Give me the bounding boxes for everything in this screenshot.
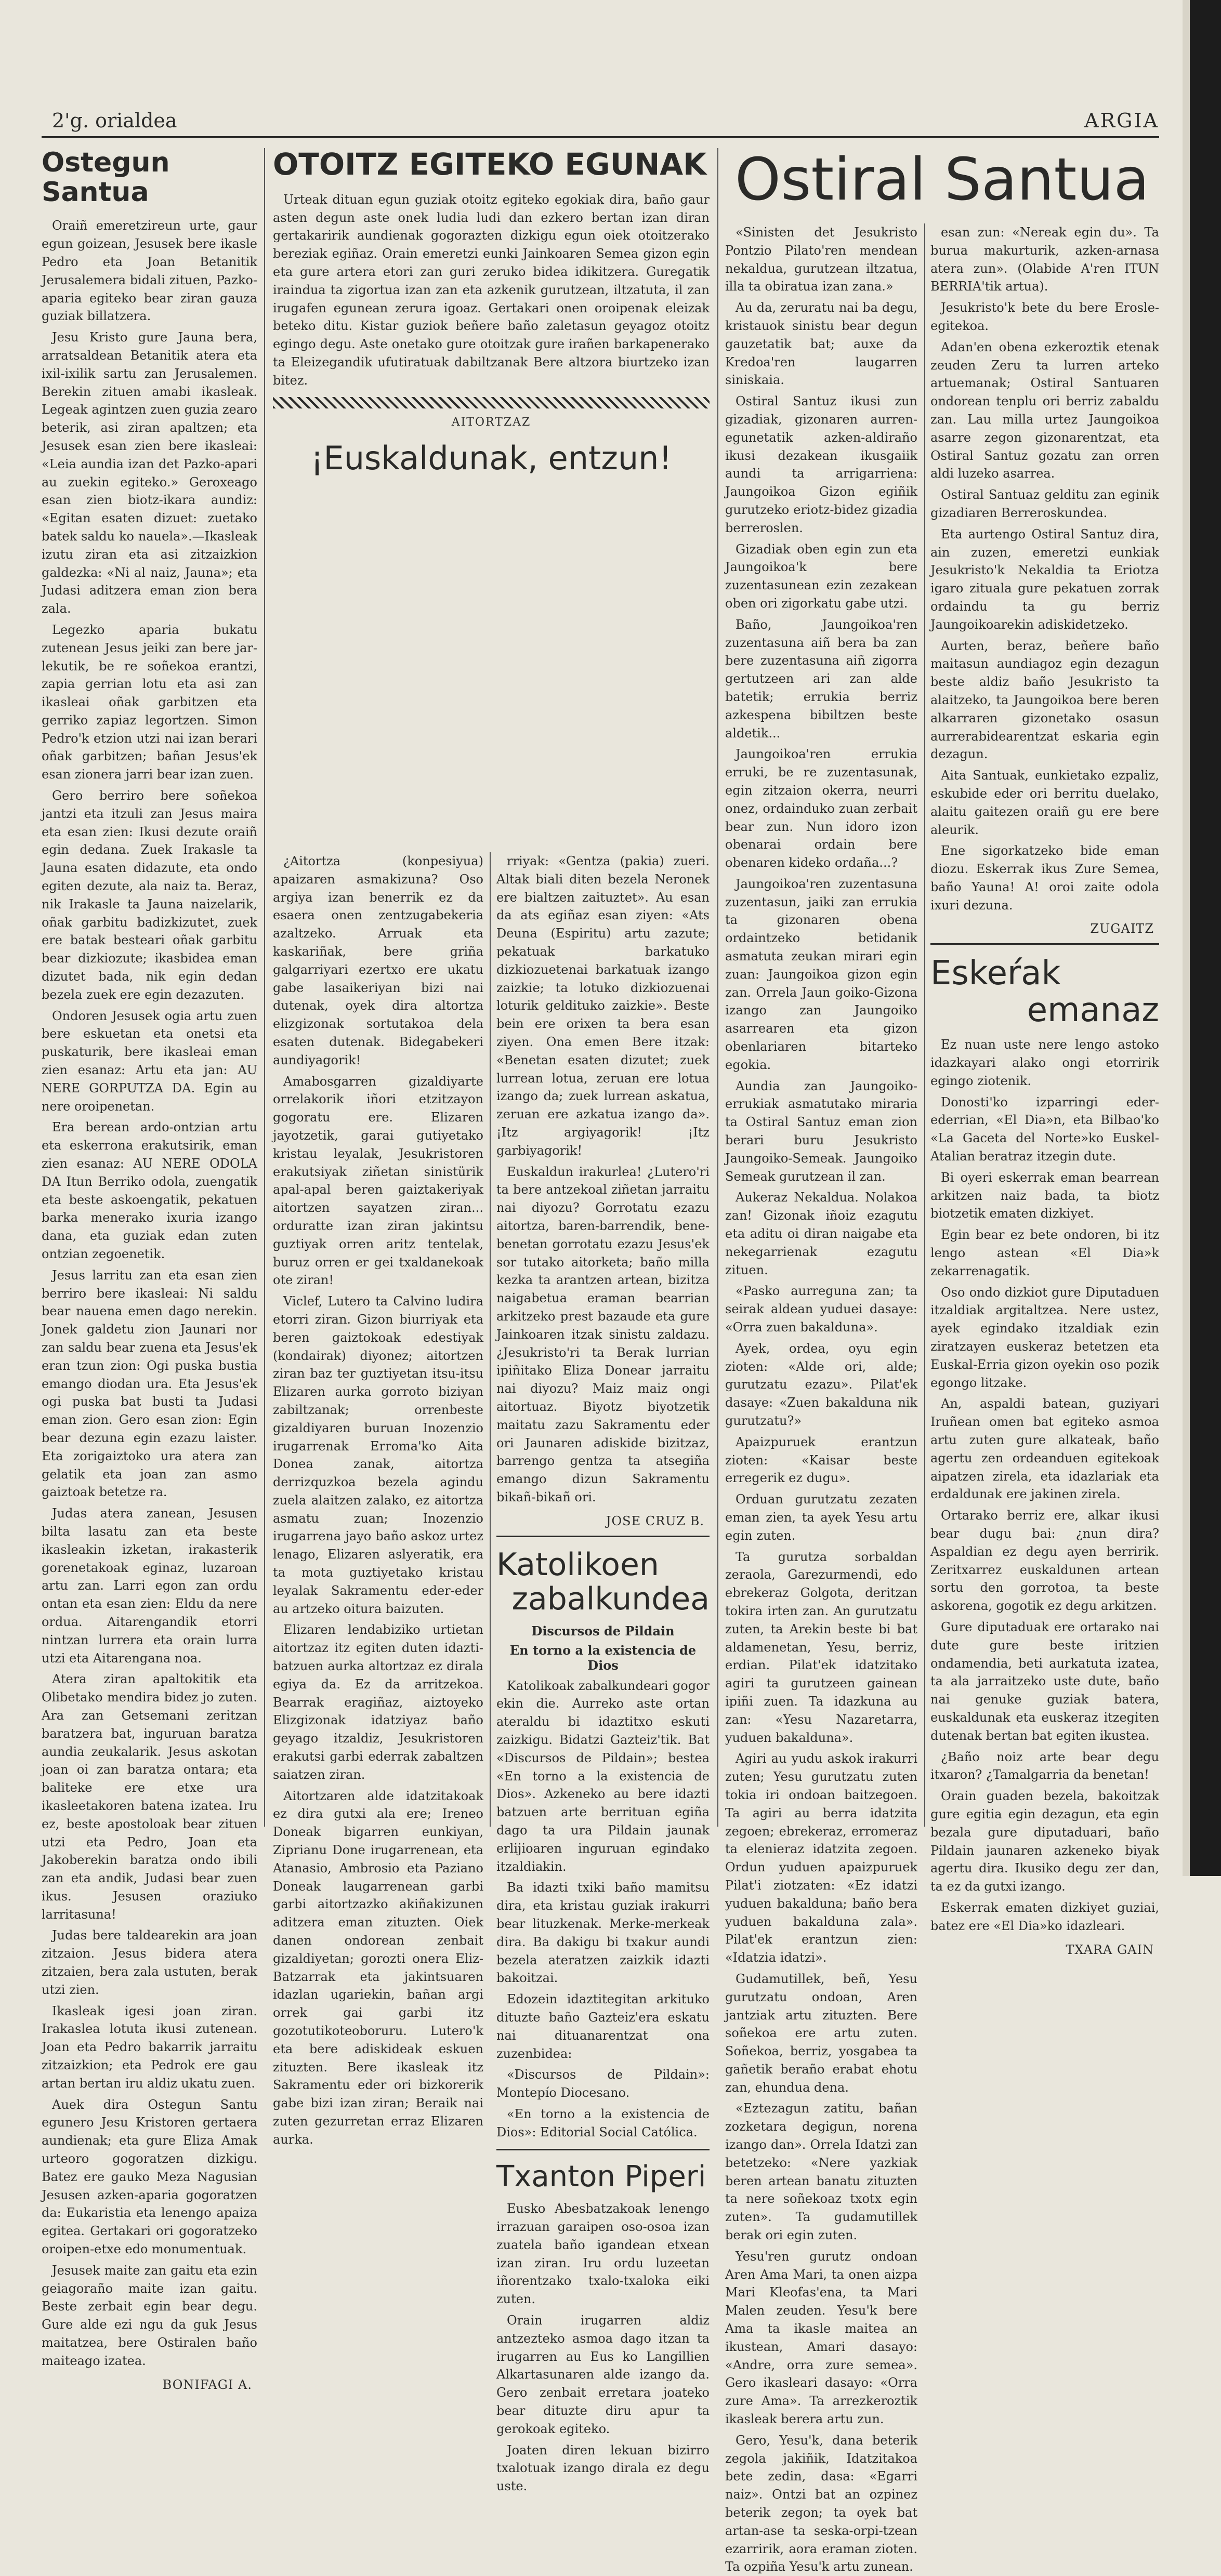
section-label: AITORTZAZ: [451, 415, 531, 429]
article-body: [930, 223, 1159, 914]
article-ostiral-santua-continued: [930, 223, 1159, 1957]
paragraph: Baño, Jaungoikoa'ren zuzentasuna aiñ bera ba zan bere zuzentasuna aiñ zigorra gertutzeen ari zan alde batetik; errukia berriz azkespena bibiltzen beste aldetik...: [725, 617, 917, 741]
article-body: [930, 1036, 1159, 1935]
paragraph: Ez nuan uste nere lengo astoko idazkayari alako ongi etorririk egingo ziotenik.: [930, 1037, 1159, 1088]
article-body: [42, 217, 257, 2370]
paragraph: Gudamutillek, beñ, Yesu gurutzatu ondoan, Aren jantziak artu zituzten. Bere soñekoa ere artu zuten. Soñekoa, berriz, yosgabea ta gañetik beraño erabat ehotu zan, ehundua dena.: [725, 1971, 917, 2095]
article-body: [496, 2200, 710, 2495]
article-body: [725, 223, 917, 2576]
article-signature: BONIFAGI A.: [162, 2377, 252, 2392]
article-ostegun-santua: [42, 147, 257, 2392]
article-title: OTOITZ EGITEKO EGUNAK: [273, 147, 707, 182]
paragraph: Judas bere taldearekin ara joan zitzaion. Jesus bidera atera zitzaien, bera zala ustuten, berak utzi zien.: [42, 1928, 257, 1997]
paragraph: «Pasko aurreguna zan; ta seirak aldean yuduei dasaye: «Orra zuen bakalduna».: [725, 1284, 917, 1335]
paragraph: Ene sigorkatzeko bide eman diozu. Eskerrak ikus Zure Semea, baño Yauna! A! oroi zaite odola ixuri dezuna.: [930, 843, 1159, 913]
article-signature: JOSE CRUZ B.: [606, 1513, 704, 1528]
paragraph: Era berean ardo-ontzian artu eta eskerrona erakutsirik, eman zien esanaz: AU NERE ODOLA DA Itun Berriko odola, zuengatik eta beste askoengatik, pekatuen barka menerako ixuria izango dana, eta guziak edan zuten ontzian zegoenetik.: [42, 1120, 257, 1261]
paragraph: Aitortzaren alde idatzitakoak ez dira gutxi ala ere; Ireneo Doneak bigarren eunkiyan, Ziprianu Done irugarrenean, eta Atanasio, Ambrosio eta Paziano Doneak laugarrenean garbi garbi aitortzazko akiñakizunen aditzera eman zituzten. Oiek danen ondorean zenbait gizaldiyetan; gorozti onera Eliz-Batzarrak eta jakintsuaren idazlan ugariekin, bañan argi orrek gai garbi itz gozotutikoteoboruru. Lutero'k eta bere adiskideak eskuen zituzten. Bere ikasleak itz Sakramentu eder ori bizkorerik gabe bizi izan ziran; Beraik nai zuten gezurretan erraz Elizaren aurka.: [273, 1788, 483, 2147]
paragraph: Au da, zeruratu nai ba degu, kristauok sinistu bear degun gauzetatik bat; auxe da Kredoa'ren laugarren siniskaia.: [725, 300, 917, 388]
paragraph: Ikasleak igesi joan ziran. Irakaslea lotuta ikusi zutenean. Joan eta Pedro bakarrik jarraitu zitzaizkion; eta Pedrok ere gau artan bertan iru aldiz ukatu zuen.: [42, 2003, 257, 2091]
article-aitortzaz-right: [496, 852, 710, 2494]
title-line-1: Eskeŕak: [930, 954, 1061, 993]
paragraph: Jesusek maite zan gaitu eta ezin geiagoraño maite izan gaitu. Beste zerbait egin bear degu. Gure alde ezi ngu da guk Jesus maitatzea, bere Ostiralen baño maiteago izatea.: [42, 2263, 257, 2368]
paragraph: Apaizpuruek erantzun zioten: «Kaisar beste erregerik ez dugu».: [725, 1434, 917, 1486]
paragraph: Joaten diren lekuan bizirro txalotuak izango dirala ez degu uste.: [496, 2442, 710, 2494]
paragraph: Oraiñ emeretzireun urte, gaur egun goizean, Jesusek bere ikasle Pedro eta Joan Betanitik Jerusalemera bidali zituen, Pazko-aparia egiteko bear ziran gauza guziak billatzera.: [42, 218, 257, 324]
article-intro: Urteak dituan egun guziak otoitz egiteko egokiak dira, baño gaur asten degun aste onek ludia ludi dan ezkero bertan izan diran gertakaririk aundienak gogorazten dizkigu egun oiek otoitzerako bereziak egiñaz. Orain emeretzi eunki Jainkoaren Semea gizon egin eta gure artera etori zan guri zeruko bidea idikitzera. Guregatik iraindua ta zigortua izan zan eta azkenik gurutzean, iltzatuta, il zan irugafen egunean zerura igoaz. Gertakari onen oroipenak eleizak beteko ditu. Kistar guziok beñere baño zaletasun geyagoz otoitz egingo degu. Aste onetako gure otoitzak gure irañen barkapenerako ta Eleizegandik ufutiratuak dabiltzanak Bere altzora biurtzeko izan bitez.: [273, 192, 710, 388]
paragraph: Bi oyeri eskerrak eman bearrean arkitzen naiz bada, ta biotz biotzetik ematen dizkiyet.: [930, 1170, 1159, 1221]
paragraph: Aundia zan Jaungoiko-errukiak asmatutako miraria ta Ostiral Santuz eman zion berari buru Jesukristo Jaungoiko-Semeak. Jaungoiko Semeak gurutzean il zan.: [725, 1078, 917, 1184]
paragraph: Legezko aparia bukatu zutenean Jesus jeiki zan bere jar-lekutik, be re soñekoa erantzi, zapia gerrian lotu eta asi zan ikasleai oñak garbitzen eta gerriko zapiaz legortzen. Simon Pedro'k etzion utzi nai izan berari oñak garbitzen; bañan Jesus'ek esan zionera jarri bear izan zuen.: [42, 622, 257, 782]
paragraph: Ondoren Jesusek ogia artu zuen bere eskuetan eta onetsi eta puskaturik, bere ikasleai eman zien esanaz: Artu eta jan: AU NERE GORPUTZA DA. Egin au nere oroipenetan.: [42, 1008, 257, 1114]
title-line-2: emanaz: [1027, 990, 1159, 1029]
paragraph: Orain guaden bezela, bakoitzak gure egitia egin dezagun, eta egin bezala gure diputaduari, baño Pildain jaunaren azkeneko biyak agertu dira. Ikusiko degu zer dan, ta ez da gutxi izango.: [930, 1789, 1159, 1894]
paragraph: Jaungoikoa'ren errukia erruki, be re zuzentasunak, egin zitzaion okerra, neurri onez, ordainduko zuan zerbait bear zun. Nun idoro izon obenarai ordain bere obenaren kideko ordaña...?: [725, 747, 917, 870]
paragraph: Agiri au yudu askok irakurri zuten; Yesu gurutzatu zuten tokia iri ondoan baitzegoen. Ta agiri au berra idatzita zegoen; ebrekeraz, erromeraz ta elenieraz idatzita zegoen. Ordun yuduen apaizpuruek Pilat'i ziotzaten: «Ez idatzi yuduen bakalduna; baño bera yuduen bakalduna zala». Pilat'ek erantzun zien: «Idatzia idatzi».: [725, 1751, 917, 1965]
paragraph: Eta aurtengo Ostiral Santuz dira, ain zuzen, emeretzi eunkiak Jesukristo'k Nekaldia ta Eriotza igaro zituala gure pekatuen zorrak ordaindu ta gu berriz Jaungoikoarekin adiskidetzeko.: [930, 526, 1159, 632]
paragraph: Jesukristo'k bete du bere Erosle-egitekoa.: [930, 300, 1159, 333]
page-number-label: 2'g. orialdea: [52, 109, 177, 132]
paragraph: Adan'en obena ezkeroztik etenak zeuden Zeru ta lurren arteko artuemanak; Ostiral Santuaren ondorean tenplu ori berriz zabaldu zan. Lau milla urtez Jaungoikoa asarre zegon gizonarentzat, eta Ostiral Santuz gozatu zan orren aldi luzeko asarrea.: [930, 339, 1159, 481]
column-divider: [264, 148, 265, 1827]
paragraph: Katolikoak zabalkundeari gogor ekin die. Aurreko aste ortan ateraldu bi idaztitxo eskuti zaizkigu. Bidatzi Gazteiz'tik. Bat «Discursos de Pildain»; bestea «En torno a la existencia de Dios». Azkeneko au bere idazti batzuen arte berrituan egiña dago ta ura Pildain jaunak erlijioaren inguruan egindako itzaldiakin.: [496, 1678, 710, 1874]
paragraph: Eusko Abesbatzakoak lenengo irrazuan garaipen oso-osoa izan zuatela baño igandean etxean izan ziran. Iru ordu luzeetan iñorentzako txalo-txaloka eiki zuten.: [496, 2201, 710, 2307]
paragraph: Jesus larritu zan eta esan zien berriro bere ikasleai: Ni saldu bear nauena emen dago nerekin. Jonek galdetu zion Jaunari nor zan saldu bear zuena eta Jesus'ek eran tzun zion: Ogi puska bustia emango diodan ura. Eta Jesus'ek ogi puska bat busti ta Judasi eman zion. Gero esan zion: Egin bear dezuna egin ezazu laister. Eta zorigaiztoko ura atera zan gelatik eta joan zan asmo gaiztoak betetze ra.: [42, 1267, 257, 1500]
paragraph: Gizadiak oben egin zun eta Jaungoikoa'k bere zuzentasunean ezin zezakean oben ori zigorkatu gabe utzi.: [725, 541, 917, 611]
article-title-ostiral-santua: Ostiral Santua: [734, 146, 1150, 214]
paragraph: «En torno a la existencia de Dios»: Editorial Social Católica.: [496, 2107, 710, 2139]
paragraph: Gero berriro bere soñekoa jantzi eta itzuli zan Jesus maira eta esan zien: Ikusi dezute oraiñ egin dedana. Zuek Irakasle ta Jauna esaten didazute, eta ondo egiten dezute, ala naiz ta. Beraz, nik Irakasle ta Jauna naizelarik, oñak garbitu badizkizutet, zuek ere batak besteari oñak garbitu bear dizkiozute; ikasbidea eman dizutet bada, nik egin dedan bezela zuek ere egin dezazuten.: [42, 788, 257, 1002]
title-line-2: zabalkundea: [511, 1580, 710, 1617]
paragraph: Aukeraz Nekaldua. Nolakoa zan! Gizonak iñoiz ezagutu eta aditu oi diran naigabe eta nekegarrienak ezagutu zituen.: [725, 1190, 917, 1277]
article-title: [930, 955, 1159, 1028]
paragraph: Jesu Kristo gure Jauna bera, arratsaldean Betanitik atera eta ixil-ixilik sartu zan Jerusalemen. Berekin zituen amabi ikasleak. Legeak agintzen zuen guzia zearo beterik, asi ziran apaltzen; eta Jesusek esan zien bere ikasleai: «Leia aundia izan det Pazko-apari au zuekin egiteko.» Geroxeago esan zien biotz-ikara aundiz: «Egitan esaten dizuet: zuetako batek saldu ko nauela».—Ikasleak izutu ziran eta asi zitzaizkion galdezka: «Ni al naiz, Jauna»; eta Judasi aditzera eman zion bera zala.: [42, 330, 257, 616]
header-rule: [42, 136, 1159, 138]
article-title: [496, 1548, 710, 1616]
paragraph: Oso ondo dizkiot gure Diputaduen itzaldiak argitaltzea. Nere ustez, ayek egindako itzaldiak ezin ziratzayen euskeraz betetzen eta Euskal-Erria gizon oyekin oso pozik egongo litzake.: [930, 1285, 1159, 1390]
decorative-border: [273, 397, 710, 408]
paragraph: ¿Baño noiz arte bear degu itxaron? ¿Tamalgarria da benetan!: [930, 1749, 1159, 1782]
article-eskerak-emanaz: [930, 943, 1159, 1957]
paragraph: An, aspaldi batean, guziyari Iruñean omen bat egiteko asmoa artu zuten gure alkateak, baño agertu zen ordeanduen egitekoak aipatzen zirela, eta idazlariak eta erdaldunak ere jakinen zirela.: [930, 1396, 1159, 1502]
title-line-1: Katolikoen: [496, 1546, 659, 1583]
paragraph: Donosti'ko izparringi eder-ederrian, «El Dia»n, eta Bilbao'ko «La Gaceta del Norte»ko Euskel-Atalian beratraz itzegin dute.: [930, 1094, 1159, 1164]
paragraph: Yesu'ren gurutz ondoan Aren Ama Mari, ta onen aizpa Mari Kleofas'ena, ta Mari Malen zeuden. Yesu'k bere Ama ta ikasle maitea an ikustean, Amari dasayo: «Andre, orra zure semea». Gero ikasleari dasayo: «Orra zure Ama». Ta arrezkeroztik ikasleak berera artu zun.: [725, 2249, 917, 2427]
subheading: Discursos de Pildain: [531, 1623, 675, 1639]
article-body: [496, 1677, 710, 2142]
paragraph: Jaungoikoa'ren zuzentasuna zuzentasun, jaiki zan errukia ta gizonaren obena ordaintzeko betidanik asmatuta zeukan mirari egin zuan: Jaungoikoa gizon egin zan. Orrela Jaun goiko-Gizona izango zan Jaungoiko asarrearen eta gizon obenlariaren bitarteko egokia.: [725, 876, 917, 1072]
paragraph: Atera ziran apaltokitik eta Olibetako mendira bidez jo zuten. Ara zan Getsemani zeritzan baratzera bat, inguruan baratza aundia zeukalarik. Jesus askotan joan oi zan baratza ontara; eta baliteke ere etxe ura ikasleetakoren batena izatea. Iru ez, beste apostoloak bear zituen utzi eta Pedro, Joan eta Jakoberekin baratza ondo ibili zan eta andik, Judasi bear zuen ikus. Jesusen oraziuko larritasuna!: [42, 1672, 257, 1922]
masthead-name: ARGIA: [1084, 109, 1159, 132]
paragraph: Amabosgarren gizaldiyarte orrelakorik iñori etzitzayon gogoratu ere. Elizaren jayotzetik, garai gutiyetako kristau leyalak, Jesukristoren erakutsiyak ziñetan sinistürik apal-apal beren gaiztakeriyak aitortzen sayatzen ziran... orduratte izan ziran jakintsu guztiyak orren aritz tentelak, buruz orren er gei txaldanekoak ote ziran!: [273, 1074, 483, 1288]
paragraph: Aurten, beraz, beñere baño maitasun aundiagoz egin dezagun beste aldiz baño Jesukristo ta alaitzeko, ta Jaungoikoa bere beren alkarraren gizonetako osasun aurrerabidearentzat eskaria egin dezagun.: [930, 638, 1159, 762]
paragraph: Gero, Yesu'k, dana beterik zegola jakiñik, Idatzitakoa bete zedin, dasa: «Egarri naiz». Ontzi bat an ozpinez beterik zegon; ta oyek bat artan-ase ta seska-orpi-tzean ezarririk, aora eraman zioten. Ta ozpiña Yesu'k artu zunean.: [725, 2433, 917, 2574]
paragraph: Judas atera zanean, Jesusen bilta lasatu zan eta beste ikasleakin izketan, irakasterik gorenetakoak eginaz, luzaroan artu zan. Larri egon zan ordu ontan eta esan zien: Eldu da nere ordua. Aitarengandik etorri nintzan lurrera eta orain lurra utzi eta Aitarengana noa.: [42, 1506, 257, 1666]
paragraph: Eskerrak ematen dizkiyet guziai, batez ere «El Dia»ko idazleari.: [930, 1900, 1159, 1933]
page-gutter: [1183, 0, 1190, 1876]
paragraph: Egin bear ez bete ondoren, bi itz lengo astean «El Dia»k zekarrenagatik.: [930, 1227, 1159, 1278]
paragraph: Ortarako berriz ere, alkar ikusi bear dugu bai: ¿nun dira? Aspaldian ez degu ayen berririk. Zeritxarrez euskaldunen artean sortu den gorrotoa, ta beste askorena, gogotik ez degu arkitzen.: [930, 1508, 1159, 1614]
paragraph: ¿Aitortza (konpesiyua) apaizaren asmakizuna? Oso argiya izan benerrik ez da esaera onen zentzugabekeria azaltzeko. Arruak eta kaskariñak, bere griña galgarriyari ezertxo ere ukatu gabe lasaikeriyan bizi nai dutenak, oyek dira altortza elizgizonak sortutakoa dela esaten dutenak. Bidegabekeri aundiyagorik!: [273, 854, 483, 1067]
paragraph: Gure diputaduak ere ortarako nai dute gure beste iritzien ondamendia, beti aurkatuta izatea, ta ala jarraitzeko uste dute, baño nai genuke guziak batera, euskaldunak eta euskeraz itzegiten dutenak bertan bat egiten ikustea.: [930, 1619, 1159, 1743]
column-divider: [490, 852, 491, 1827]
paragraph: Euskaldun irakurlea! ¿Lutero'ri ta bere antzekoal ziñetan jarraitu nai diyozu? Gorrotatu ezazu aitortza, baren-barrendik, bene-benetan gorrotatu ezazu Jesus'ek sor tutako aitorketa; baño milla kezka ta arantzen artean, bizitza naigabetua eraman bearrian arkitzeko prest bazaude eta gure Jainkoaren itzak sinistu zaldazu. ¿Jesukristo'ri ta Berak lurrian ipiñitako Eliza Donear jarraitu nai diyozu? Maiz maiz ongi aitortuaz. Biyotz biyotzetik maitatu zazu Sakramentu eder ori Jaunaren adiskide bizitzaz, barrengo gentza ta atsegiña emango dizun Sakramentu bikañ-bikañ ori.: [496, 1164, 710, 1504]
scan-border: [1190, 0, 1221, 1876]
paragraph: «Sinisten det Jesukristo Pontzio Pilato'ren mendean nekaldua, gurutzean iltzatua, illa ta obiratua izan zana.»: [725, 225, 917, 294]
article-aitortzaz-left: [273, 852, 483, 2147]
paragraph: Orduan gurutzatu zezaten eman zien, ta ayek Yesu artu egin zuten.: [725, 1492, 917, 1543]
article-signature: TXARA GAIN: [1066, 1942, 1154, 1957]
paragraph: Ostiral Santuaz gelditu zan eginik gizadiaren Berreroskundea.: [930, 487, 1159, 520]
article-txanton-piperi: [496, 2149, 710, 2495]
paragraph: «Eztezagun zatitu, bañan zozketara degigun, norena izango dan». Orrela Idatzi zan betetzeko: «Nere yazkiak beren artean banatu zituzten ta nere soñekoaz txotx egin zuten». Ta gudamutillek berak ori egin zuten.: [725, 2101, 917, 2243]
article-body: [496, 852, 710, 1507]
article-title: Txanton Piperi: [496, 2159, 706, 2194]
article-body: [273, 852, 483, 2149]
article-ostiral-santua: [725, 223, 917, 2574]
paragraph: Auek dira Ostegun Santu egunero Jesu Kristoren gertaera aundienak; eta gure Eliza Amak urteoro gogoratzen dizkigu. Batez ere gauko Meza Nagusian Jesusen azken-aparia gogoratzen da: Eukaristia eta lenengo apaiza egitea. Gertakari ori gogoratzeko oroipen-etxe edo monumentuak.: [42, 2097, 257, 2257]
paragraph: Viclef, Lutero ta Calvino ludira etorri ziran. Gizon biurriyak eta beren gaiztokoak edestiyak (kondairak) diyonez; aitortzen ziran baz ter guztiyetan itsu-itsu Elizaren aurka gorroto biziyan zabiltzanak; orrenbeste gizaldiyaren buruan Inozenzio irugarrenak Erroma'ko Aita Donea zanak, aitortza derrizquzkoa bezela agindu zuela alaitzen zalako, ez aitortza asmatu zuan; Inozenzio irugarrena jayo baño askoz urtez lenago, Elizaren aslyeratik, era ta mota guztiyetako kristau leyalak Sakramentu eder-eder au artzeko oitura baizuten.: [273, 1294, 483, 1616]
paragraph: Aita Santuak, eunkietako ezpaliz, eskubide eder ori berritu duelako, alaitu gaitezen oraiñ gu ere bere aleurik.: [930, 768, 1159, 837]
column-divider: [924, 223, 925, 1827]
column-divider: [717, 148, 718, 1827]
subheading: En torno a la existencia de Dios: [509, 1642, 697, 1673]
newspaper-page: [42, 104, 1159, 2574]
paragraph: Orain irugarren aldiz antzezteko asmoa dago itzan ta irugarren au Eus ko Langillien Alkartasunaren alde izango da. Gero zenbait erretara joateko bear dituzte diru apur ta gerokoak egiteko.: [496, 2313, 710, 2436]
article-katolikoen-zabalkundea: [496, 1536, 710, 2142]
paragraph: Elizaren lendabiziko urtietan aitortzaz itz egiten duten idazti-batzuen aurka altortzaz ez dirala egiya da. Ez da arritzekoa. Bearrak eragiñaz, aiztoyeko Elizgizonak idatziyaz baño geyago itzaldiz, Jesukristoren erakutsi garbi ederrak zabaltzen saiatzen ziran.: [273, 1622, 483, 1782]
paragraph: rriyak: «Gentza (pakia) zueri. Altak biali diten bezela Neronek ere bialtzen zaituztet». Au esan da ats egiñaz esan ziyen: «Ats Deuna (Espiritu) artu zazute; pekatuak barkatuko dizkiozuetenai barkatuak izango zaizkie; ta lotuko dizkiozuenai loturik geldituko zaizkie». Beste bein ere orixen ta bera esan ziyen. Ona emen Bere itzak: «Benetan esaten dizutet; zuek lurrean lotua, zeruan ere lotua izango da; zuek lurrean askatua, zeruan ere azkatua izango da». ¡Itz argiyagorik! ¡Itz garbiyagorik!: [496, 854, 710, 1158]
paragraph: Edozein idaztitegitan arkituko dituzte baño Gazteiz'era eskatu nai dituanarentzat ona zuzenbidea:: [496, 1992, 710, 2061]
article-title: Ostegun Santua: [42, 147, 170, 208]
paragraph: Ostiral Santuz ikusi zun gizadiak, gizonaren aurren-egunetatik azken-aldiraño ikusi dezakean ikusgaiik aundi ta arrigarriena: Jaungoikoa Gizon egiñik gurutzeko eriotz-bidez gizadia berreroslen.: [725, 394, 917, 535]
headline: ¡Euskaldunak, entzun!: [310, 439, 672, 477]
paragraph: Ta gurutza sorbaldan zeraola, Garezurmendi, edo ebrekeraz Golgota, deritzan tokira irten zan. An gurutzatu zuten, ta Arekin beste bi bat aldamenetan, Yesu, berriz, erdian. Pilat'ek idatzitako agiri ta gurutzeen gainean ipiñi zuen. Ta idazkuna au zan: «Yesu Nazaretarra, yuduen bakalduna».: [725, 1549, 917, 1745]
paragraph: Ayek, ordea, oyu egin zioten: «Alde ori, alde; gurutzatu ezazu». Pilat'ek dasaye: «Zuen bakalduna nik gurutzatu?»: [725, 1341, 917, 1428]
paragraph: Ba idazti txiki baño mamitsu dira, eta kristau guziak irakurri bear lituzkenak. Merke-merkeak dira. Ba dakigu bi txakur aundi bezela ateratzen zaizkik idazti bakoitzai.: [496, 1880, 710, 1986]
article-otoitz-egiteko-egunak: [273, 148, 710, 850]
paragraph: «Discursos de Pildain»: Montepío Diocesano.: [496, 2067, 710, 2101]
article-signature: ZUGAITZ: [1090, 921, 1154, 936]
paragraph: esan zun: «Nereak egin du». Ta burua makurturik, azken-arnasa atera zun». (Olabide A'ren ITUN BERRIA'tik artua).: [930, 225, 1159, 294]
